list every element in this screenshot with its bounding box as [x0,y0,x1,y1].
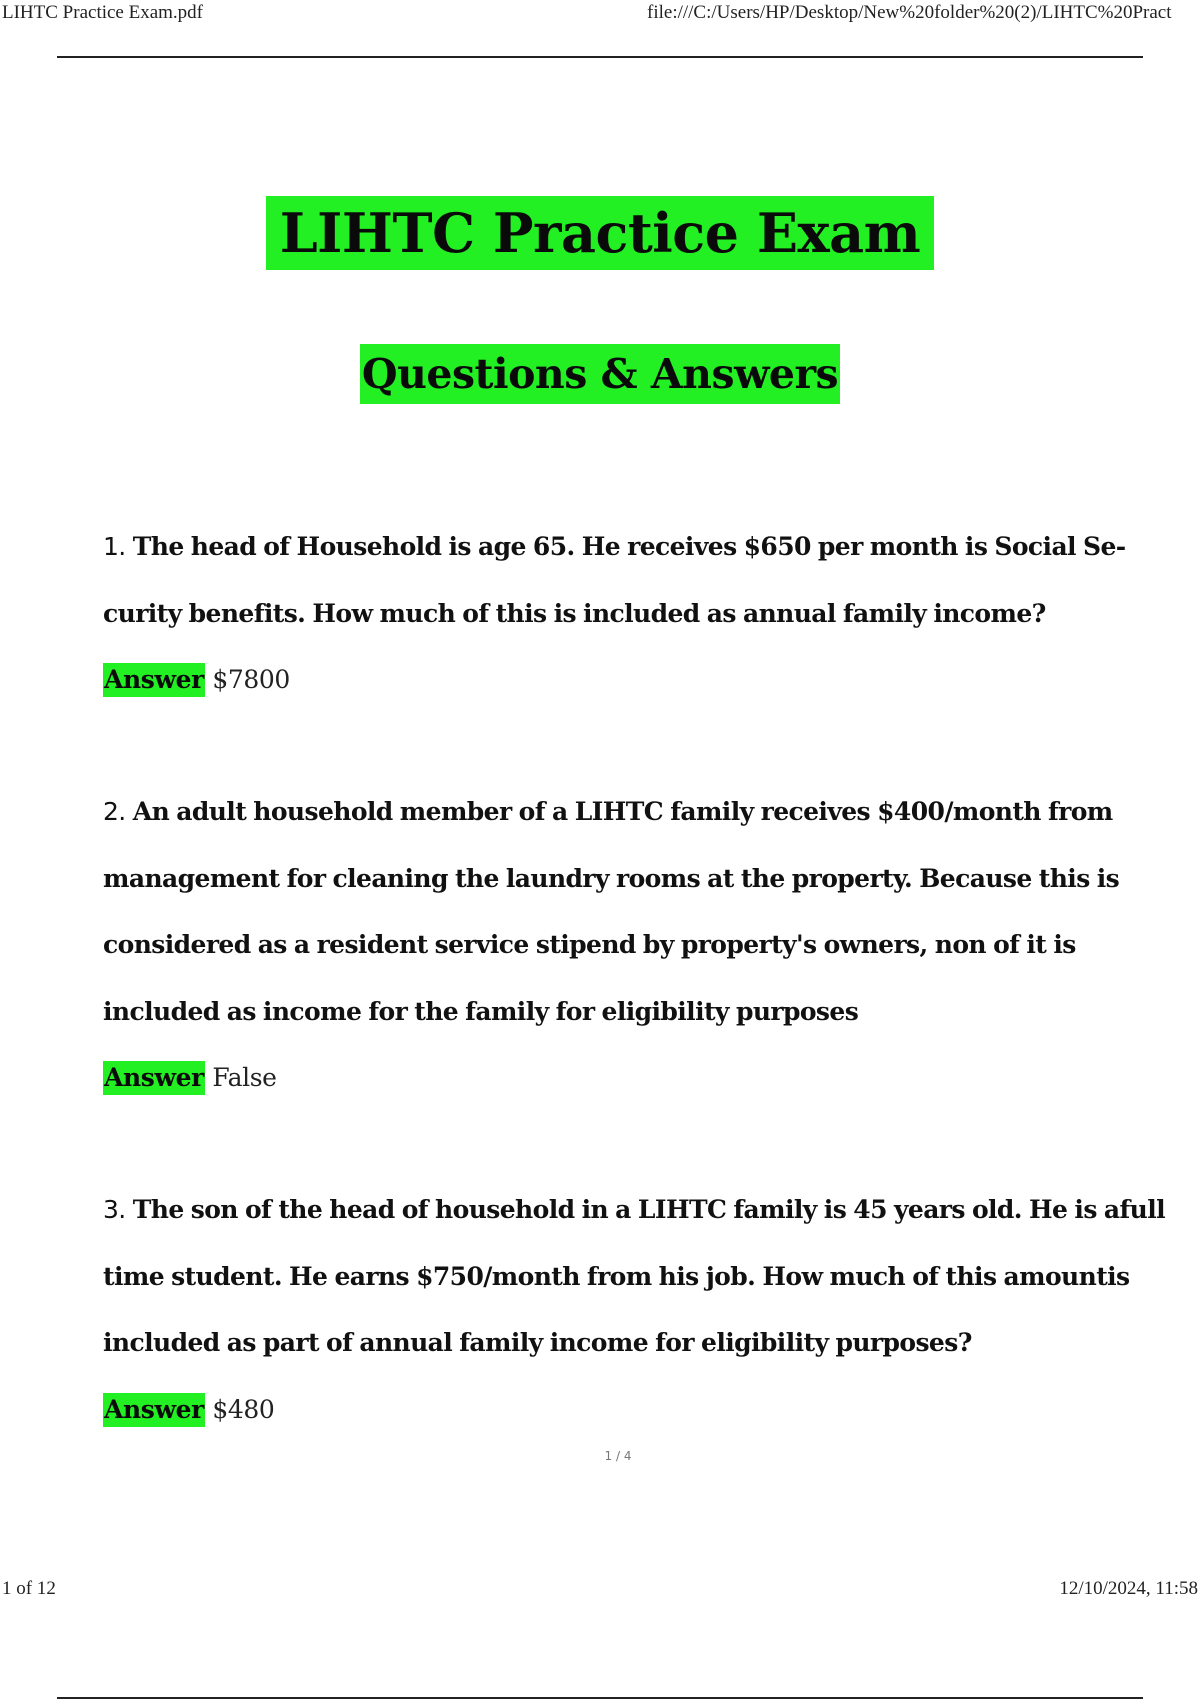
question-line: included as part of annual family income for eligibility purposes? [103,1328,972,1357]
answer-row [103,1377,1133,1444]
answer-label: Answer [103,1061,205,1095]
answer-label: Answer [103,663,205,697]
document-title: LIHTC Practice Exam [266,196,935,270]
answer-value: $7800 [212,665,290,694]
print-footer-datetime: 12/10/2024, 11:58 [1059,1578,1198,1599]
print-header-title: LIHTC Practice Exam.pdf [2,2,204,23]
question-line: considered as a resident service stipend by property's owners, non of it is [103,930,1076,959]
answer-label: Answer [103,1393,205,1427]
question-line [103,514,1133,581]
footer-divider [57,1697,1143,1699]
question-line: curity benefits. How much of this is included as annual family income? [103,598,1046,628]
answer-row [103,1045,1133,1112]
question-number: 1. [103,532,126,561]
header-divider [57,56,1143,58]
answer-row [103,647,1133,714]
question-block-3 [103,1177,1166,1443]
question-text [103,514,1133,647]
question-text [103,1177,1166,1377]
print-footer-page: 1 of 12 [2,1578,56,1599]
question-line-text: The son of the head of household in a LIHTC family is 45 years old. He is afull [132,1195,1166,1224]
page-marker: 1 / 4 [604,1449,632,1463]
question-line [103,779,1133,846]
answer-value: False [212,1063,277,1092]
question-line: time student. He earns $750/month from his job. How much of this amountis [103,1261,1130,1291]
question-line: included as income for the family for eligibility purposes [103,996,859,1026]
question-number: 3. [103,1195,126,1224]
question-line: management for cleaning the laundry rooms at the property. Because this is [103,863,1120,893]
question-block-1 [103,514,1133,714]
answer-value: $480 [212,1394,275,1424]
question-line-text: The head of Household is age 65. He receives $650 per month is Social Se- [132,532,1126,561]
document-title-container [0,196,1200,270]
question-number: 2. [103,797,126,826]
document-subtitle: Questions & Answers [360,344,840,404]
question-line [103,1177,1166,1244]
question-text [103,779,1133,1045]
question-block-2 [103,779,1133,1112]
print-header-url: file:///C:/Users/HP/Desktop/New%20folder%20(2)/LIHTC%20Pract [647,2,1172,23]
document-subtitle-container [0,344,1200,404]
question-line-text: An adult household member of a LIHTC family receives $400/month from [132,797,1113,826]
